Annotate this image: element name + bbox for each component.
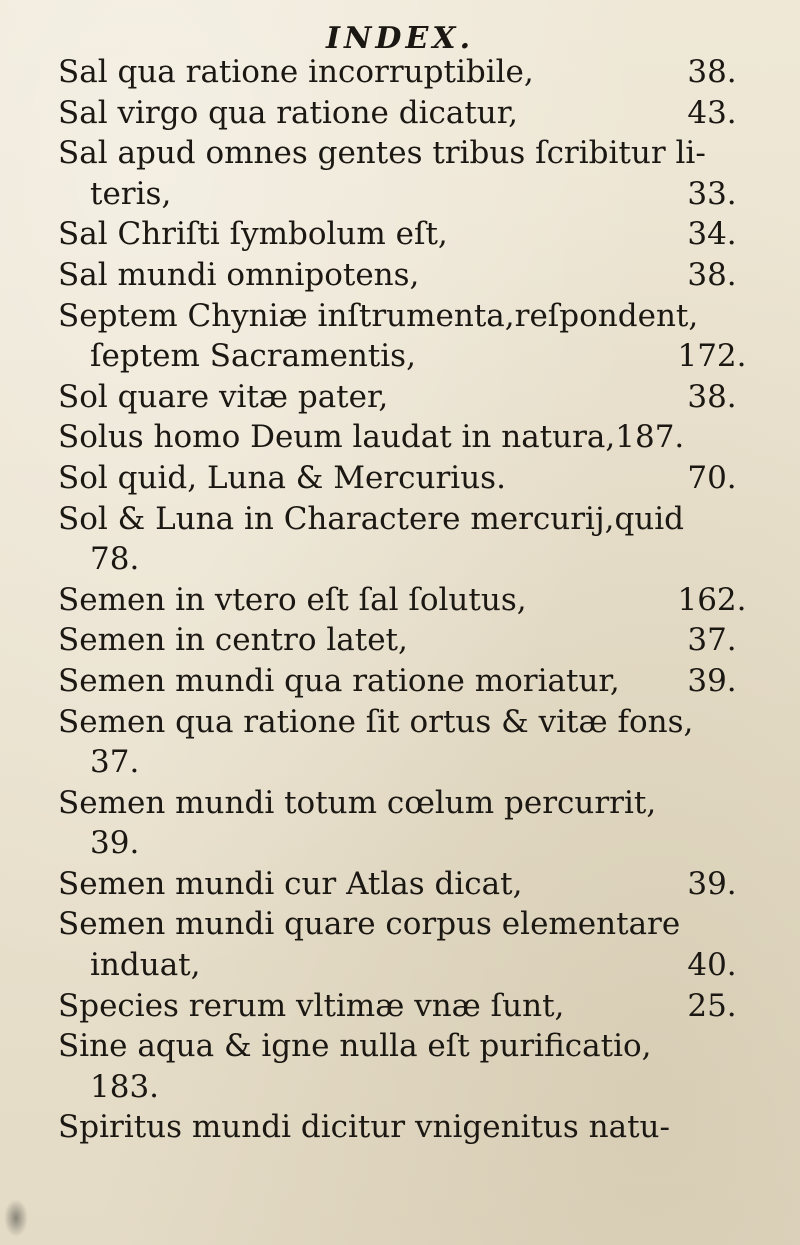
entry-text: induat,: [90, 947, 201, 984]
index-line: [58, 255, 758, 296]
entry-text: Semen in vtero eſt ſal ſolutus,: [58, 581, 527, 618]
page-header: INDEX.: [325, 21, 475, 56]
index-line: [58, 458, 758, 499]
index-line: [58, 1026, 758, 1067]
page-ref: 33.: [687, 175, 737, 212]
entry-text: Sal virgo qua ratione dicatur,: [58, 94, 519, 131]
index-line: [58, 945, 758, 986]
entry-text: Sal apud omnes gentes tribus ſcribitur li-: [58, 135, 706, 172]
entry-text: Sine aqua & igne nulla eſt purificatio,: [58, 1028, 652, 1065]
page-ref: 70.: [687, 459, 737, 496]
index-line: [58, 499, 758, 540]
entry-text: Septem Chyniæ inſtrumenta,reſpondent,: [58, 297, 699, 334]
index-line: [58, 661, 758, 702]
index-line: [58, 539, 758, 580]
page-ref: 34.: [687, 216, 737, 253]
page-ref: 38.: [687, 54, 737, 90]
entry-text: Solus homo Deum laudat in natura,187.: [58, 419, 685, 456]
page-ref: 43.: [687, 94, 737, 131]
index-line: [58, 580, 758, 621]
page-smudge: [4, 1199, 28, 1237]
index-entries: [58, 52, 758, 1148]
page-ref: 38.: [687, 378, 737, 415]
page-ref: 39.: [687, 865, 737, 902]
page-ref: 172.: [677, 338, 747, 375]
index-line: [58, 823, 758, 864]
index-line: [58, 417, 758, 458]
entry-text: teris,: [90, 175, 172, 212]
index-line: [58, 133, 758, 174]
index-line: [58, 336, 758, 377]
page-ref: 162.: [677, 581, 747, 618]
index-line: [58, 864, 758, 905]
index-line: [58, 377, 758, 418]
entry-text: Semen mundi quare corpus elementare: [58, 906, 681, 943]
page-ref: 37.: [687, 622, 737, 659]
entry-text: Sal qua ratione incorruptibile,: [58, 54, 534, 90]
index-line: [58, 296, 758, 337]
entry-text: Sal mundi omnipotens,: [58, 256, 420, 293]
entry-text: Semen in centro latet,: [58, 622, 408, 659]
entry-text: 37.: [90, 744, 140, 781]
entry-text: Semen qua ratione ſit ortus & vitæ fons,: [58, 703, 694, 740]
index-line: [58, 214, 758, 255]
page-ref: 39.: [687, 662, 737, 699]
entry-text: 183.: [90, 1068, 160, 1105]
page-ref: 40.: [687, 947, 737, 984]
index-line: [58, 783, 758, 824]
entry-text: Semen mundi totum cœlum percurrit,: [58, 784, 657, 821]
entry-text: Semen mundi qua ratione moriatur,: [58, 662, 620, 699]
index-line: [58, 1067, 758, 1108]
page-ref: 38.: [687, 256, 737, 293]
index-line: [58, 52, 758, 93]
index-line: [58, 1107, 758, 1148]
index-line: [58, 986, 758, 1027]
index-line: [58, 904, 758, 945]
index-line: [58, 742, 758, 783]
entry-text: Spiritus mundi dicitur vnigenitus natu-: [58, 1109, 670, 1146]
entry-text: Species rerum vltimæ vnæ ſunt,: [58, 987, 565, 1024]
entry-text: Sol quare vitæ pater,: [58, 378, 389, 415]
entry-text: Semen mundi cur Atlas dicat,: [58, 865, 523, 902]
entry-text: 78.: [90, 541, 140, 578]
index-line: [58, 620, 758, 661]
index-line: [58, 93, 758, 134]
index-line: [58, 702, 758, 743]
page-ref: 25.: [687, 987, 737, 1024]
entry-text: ſeptem Sacramentis,: [90, 338, 416, 375]
entry-text: 39.: [90, 825, 140, 862]
entry-text: Sol quid, Luna & Mercurius.: [58, 459, 506, 496]
entry-text: Sol & Luna in Charactere mercurij,quid: [58, 500, 685, 537]
entry-text: Sal Chriſti ſymbolum eſt,: [58, 216, 448, 253]
index-line: [58, 174, 758, 215]
